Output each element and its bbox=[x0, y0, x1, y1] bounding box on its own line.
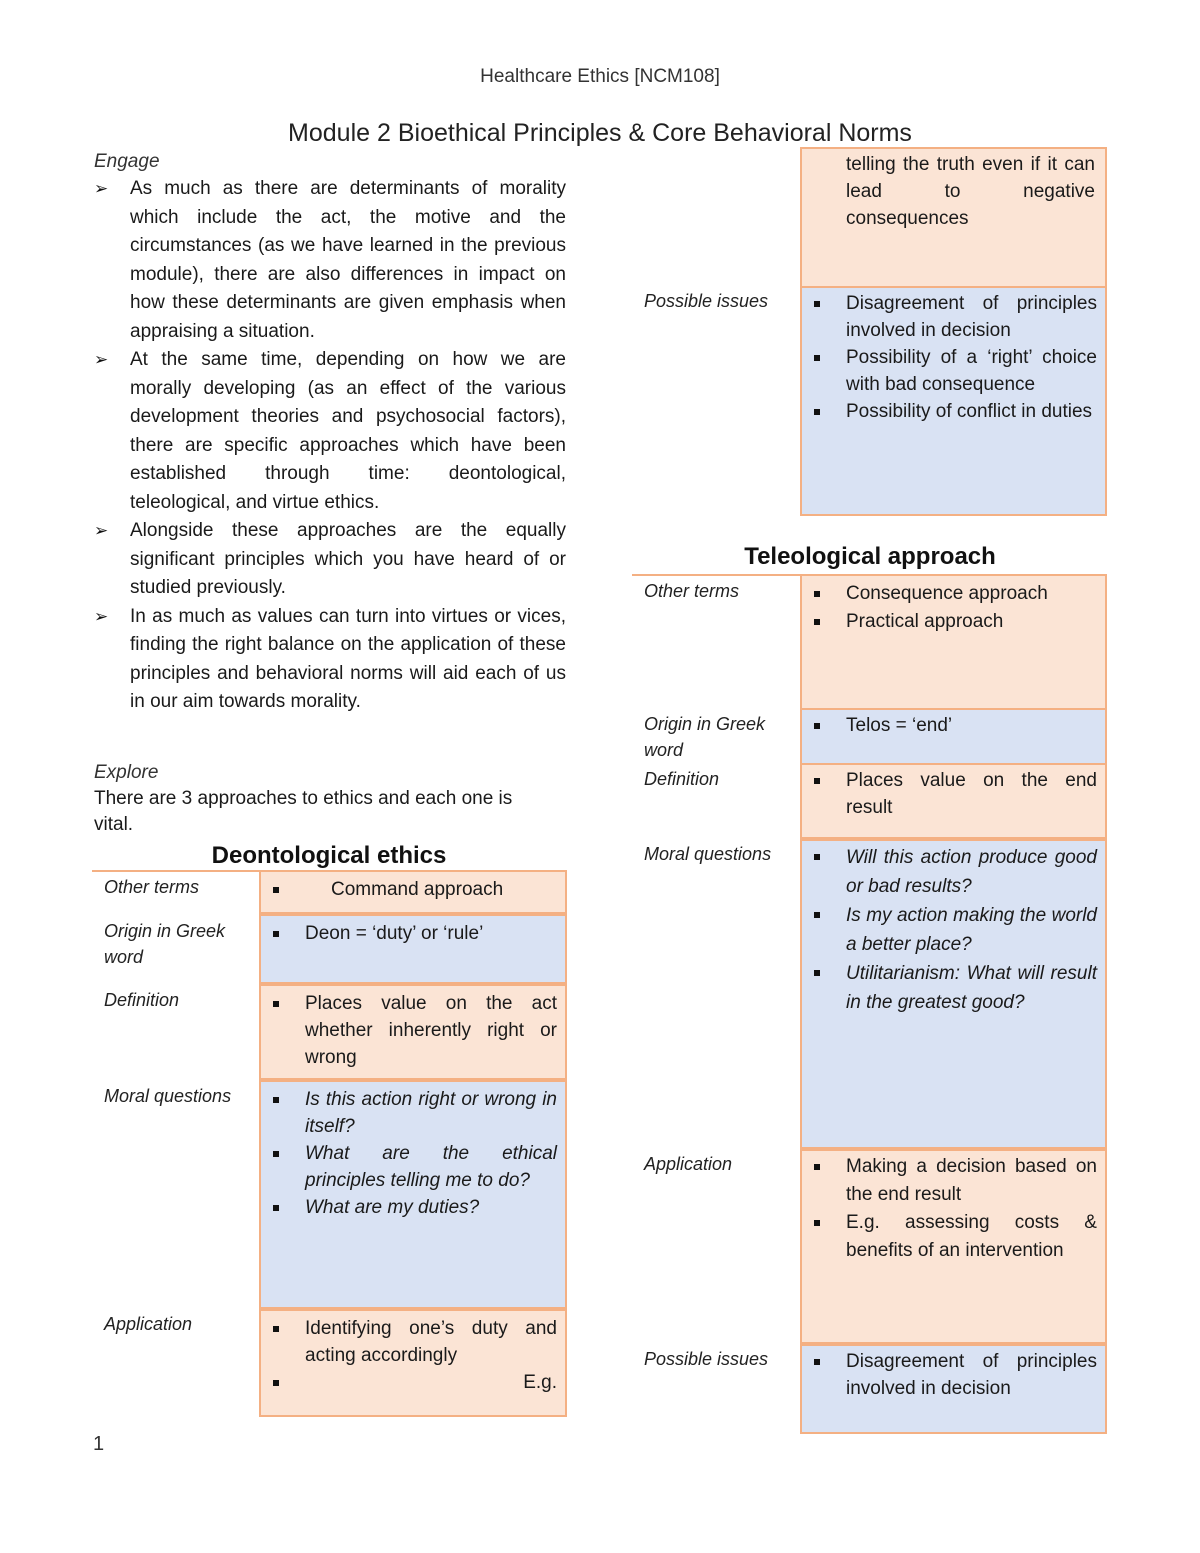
square-bullet-icon bbox=[273, 931, 279, 937]
page-title: Module 2 Bioethical Principles & Core Behavioral Norms bbox=[288, 119, 912, 147]
square-bullet-icon bbox=[814, 970, 820, 976]
deon-application-continued-cell bbox=[800, 147, 1107, 288]
tele-origin-cell bbox=[800, 708, 1107, 765]
tele-possible-issues-cell bbox=[800, 1344, 1107, 1434]
tele-definition-cell bbox=[800, 763, 1107, 839]
square-bullet-icon bbox=[273, 887, 279, 893]
list-item: Utilitarianism: What will result in the greatest good? bbox=[802, 959, 1097, 1017]
square-bullet-icon bbox=[814, 1164, 820, 1170]
square-bullet-icon bbox=[273, 1097, 279, 1103]
deon-moral-questions-cell bbox=[259, 1080, 567, 1309]
explore-label: Explore bbox=[94, 762, 159, 783]
list-item: Is this action right or wrong in itself? bbox=[261, 1086, 557, 1140]
square-bullet-icon bbox=[814, 912, 820, 918]
list-item: Is my action making the world a better place? bbox=[802, 901, 1097, 959]
list-item: What are the ethical principles telling me to do? bbox=[261, 1140, 557, 1194]
list-item: ➢ Alongside these approaches are the equally significant principles which you have heard of or studied previously. bbox=[94, 517, 566, 603]
list-item: Identifying one’s duty and acting accordingly bbox=[261, 1315, 557, 1369]
list-item: What are my duties? bbox=[261, 1194, 557, 1221]
arrow-bullet-icon: ➢ bbox=[94, 350, 109, 369]
deon-definition-cell bbox=[259, 984, 567, 1080]
deontological-heading: Deontological ethics bbox=[211, 842, 447, 869]
tele-application-cell bbox=[800, 1149, 1107, 1344]
square-bullet-icon bbox=[273, 1380, 279, 1386]
square-bullet-icon bbox=[814, 778, 820, 784]
list-item: Possibility of a ‘right’ choice with bad consequence bbox=[802, 344, 1097, 398]
row-label-moral-questions: Moral questions bbox=[644, 844, 772, 864]
continued-text: telling the truth even if it can lead to negative consequences bbox=[846, 154, 1095, 229]
row-label-origin: Origin in Greek word bbox=[104, 921, 226, 967]
deon-possible-issues-cell bbox=[800, 286, 1107, 516]
square-bullet-icon bbox=[273, 1205, 279, 1211]
engage-list bbox=[94, 175, 566, 717]
list-item: Making a decision based on the end result bbox=[802, 1153, 1097, 1209]
square-bullet-icon bbox=[814, 854, 820, 860]
square-bullet-icon bbox=[814, 723, 820, 729]
tele-moral-questions-cell bbox=[800, 839, 1107, 1149]
row-label-moral-questions: Moral questions bbox=[104, 1086, 232, 1106]
row-label-origin: Origin in Greek word bbox=[644, 714, 766, 760]
list-item: Consequence approach bbox=[802, 580, 1097, 607]
square-bullet-icon bbox=[814, 355, 820, 361]
row-label-possible-issues: Possible issues bbox=[644, 291, 769, 311]
square-bullet-icon bbox=[814, 591, 820, 597]
list-item: ➢ At the same time, depending on how we are morally developing (as an effect of the various development theories and psychosocial factors), there are specific approaches which have been established through time: deontological, teleological, and virtue ethics. bbox=[94, 346, 566, 517]
deon-origin-cell bbox=[259, 914, 567, 984]
list-item: Will this action produce good or bad results? bbox=[802, 843, 1097, 901]
list-item: E.g. bbox=[261, 1369, 557, 1396]
list-item: Command approach bbox=[261, 876, 565, 903]
list-item: Places value on the act whether inherently right or wrong bbox=[261, 990, 557, 1071]
row-label-application: Application bbox=[104, 1314, 193, 1334]
row-label-application: Application bbox=[644, 1154, 733, 1174]
row-label-other-terms: Other terms bbox=[644, 581, 740, 601]
square-bullet-icon bbox=[814, 619, 820, 625]
square-bullet-icon bbox=[273, 1326, 279, 1332]
engage-label: Engage bbox=[94, 151, 160, 172]
row-label-definition: Definition bbox=[644, 769, 720, 789]
list-item: Disagreement of principles involved in decision bbox=[802, 1348, 1097, 1402]
list-item: Deon = ‘duty’ or ‘rule’ bbox=[261, 920, 557, 947]
list-item: E.g. assessing costs & benefits of an intervention bbox=[802, 1209, 1097, 1265]
square-bullet-icon bbox=[814, 1220, 820, 1226]
deon-other-terms-cell bbox=[259, 870, 567, 914]
list-item: Practical approach bbox=[802, 608, 1097, 635]
arrow-bullet-icon: ➢ bbox=[94, 606, 109, 626]
tele-other-terms-cell bbox=[800, 574, 1107, 710]
square-bullet-icon bbox=[814, 409, 820, 415]
explore-text: There are 3 approaches to ethics and each one is vital. bbox=[94, 788, 513, 835]
teleological-heading: Teleological approach bbox=[744, 543, 996, 570]
row-label-definition: Definition bbox=[104, 990, 180, 1010]
square-bullet-icon bbox=[273, 1001, 279, 1007]
list-item: Disagreement of principles involved in decision bbox=[802, 290, 1097, 344]
arrow-bullet-icon: ➢ bbox=[94, 179, 109, 198]
list-item: Possibility of conflict in duties bbox=[802, 398, 1097, 425]
square-bullet-icon bbox=[814, 301, 820, 307]
list-item: ➢ In as much as values can turn into virtues or vices, finding the right balance on the application of these principles and behavioral norms will aid each of us in our aim towards morality. bbox=[94, 603, 566, 717]
document-header: Healthcare Ethics [NCM108] bbox=[480, 66, 720, 87]
list-item: Places value on the end result bbox=[802, 767, 1097, 821]
list-item: ➢ As much as there are determinants of morality which include the act, the motive and the circumstances (as we have learned in the previous module), there are also differences in impact on how these determinants are given emphasis when appraising a situation. bbox=[94, 175, 566, 346]
square-bullet-icon bbox=[814, 1359, 820, 1365]
deon-application-cell bbox=[259, 1309, 567, 1417]
page-number: 1 bbox=[93, 1433, 105, 1455]
row-label-other-terms: Other terms bbox=[104, 877, 200, 897]
row-label-possible-issues: Possible issues bbox=[644, 1349, 769, 1369]
square-bullet-icon bbox=[273, 1151, 279, 1157]
list-item: Telos = ‘end’ bbox=[802, 712, 1097, 739]
arrow-bullet-icon: ➢ bbox=[94, 521, 109, 540]
